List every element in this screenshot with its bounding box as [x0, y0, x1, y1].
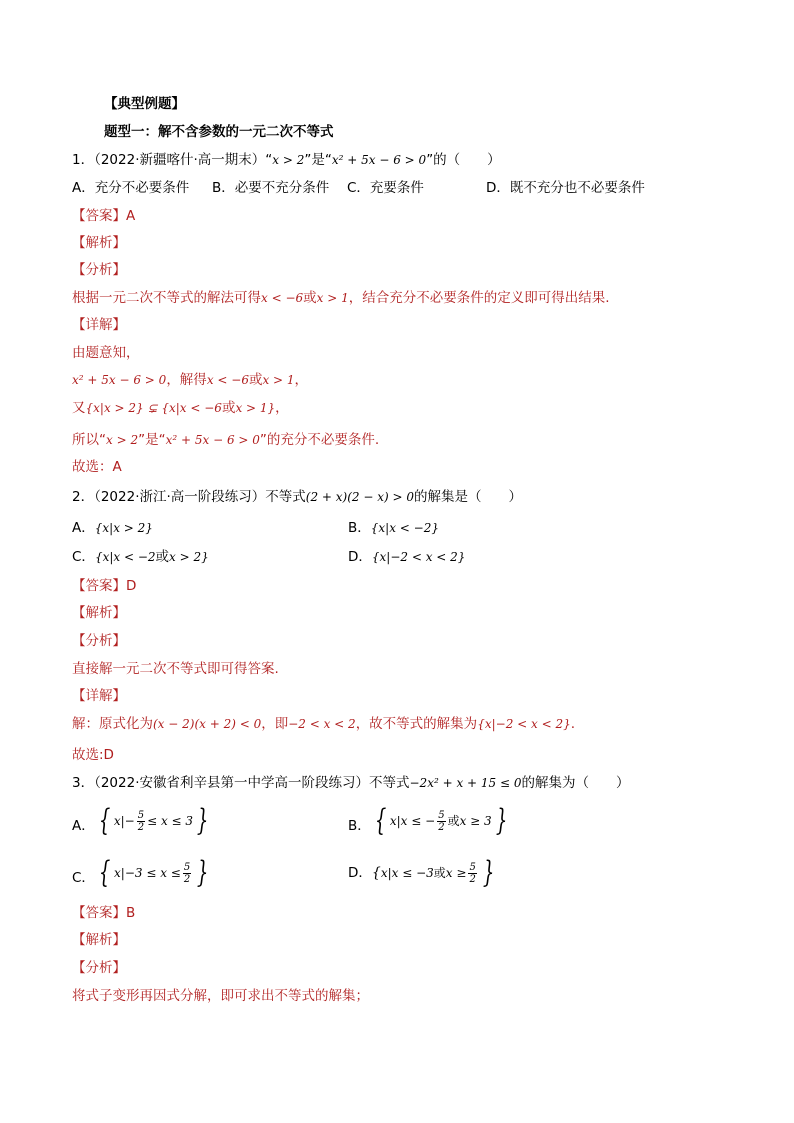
q1-detail-line-4: 所以“x > 2”是“x² + 5x − 6 > 0”的充分不必要条件. — [72, 432, 380, 448]
q1-answer: 【答案】A — [72, 208, 136, 224]
q1-option-c: C．充要条件 — [347, 180, 424, 196]
q1-choice: 故选：A — [72, 459, 122, 475]
q2-detail-line-1: 解：原式化为(x − 2)(x + 2) < 0，即−2 < x < 2，故不等式的解集为{x|−2 < x < 2}. — [72, 716, 576, 732]
q1-fenxi-label: 【分析】 — [72, 262, 126, 278]
q1-fenxi-text: 根据一元二次不等式的解法可得x < −6或x > 1，结合充分不必要条件的定义即可得出结果. — [72, 290, 610, 306]
question-3-stem: 3．（2022·安徽省利辛县第一中学高一阶段练习）不等式−2x² + x + 15 ≤ 0的解集为（ ） — [72, 775, 630, 791]
q1-analysis-label: 【解析】 — [72, 235, 126, 251]
q1-option-d: D．既不充分也不必要条件 — [486, 180, 645, 196]
q1-detail-line-3: 又{x|x > 2} ⊊ {x|x < −6或x > 1}， — [72, 400, 289, 416]
q2-detail-label: 【详解】 — [72, 688, 126, 704]
q3-option-c: C． { x|−3 ≤ x ≤ $\frac{5}{2}$ } — [72, 855, 209, 890]
q2-option-d: D．{x|−2 < x < 2} — [348, 549, 466, 565]
question-1-stem: 1．（2022·新疆喀什·高一期末）“x > 2”是“x² + 5x − 6 > 0”的（ ） — [72, 152, 501, 168]
q2-choice: 故选:D — [72, 747, 114, 763]
q2-option-c: C．{x|x < −2或x > 2} — [72, 549, 209, 565]
q1-option-a: A．充分不必要条件 — [72, 180, 190, 196]
q2-analysis-label: 【解析】 — [72, 605, 126, 621]
question-2-stem: 2．（2022·浙江·高一阶段练习）不等式(2 + x)(2 − x) > 0的解集是（ ） — [72, 489, 522, 505]
q3-option-a: A． { x|− $\frac{5}{2}$ ≤ x ≤ 3 } — [72, 803, 209, 838]
q1-option-b: B．必要不充分条件 — [212, 180, 330, 196]
section-heading: 【典型例题】 — [104, 96, 185, 112]
q3-option-b: B． { x|x ≤ − $\frac{5}{2}$ 或 x ≥ 3 } — [348, 803, 507, 838]
q2-fenxi-label: 【分析】 — [72, 633, 126, 649]
q1-detail-label: 【详解】 — [72, 317, 126, 333]
q1-detail-line-1: 由题意知， — [72, 345, 140, 361]
q3-answer: 【答案】B — [72, 905, 136, 921]
q3-analysis-label: 【解析】 — [72, 932, 126, 948]
q3-fenxi-text: 将式子变形再因式分解，即可求出不等式的解集； — [72, 988, 369, 1004]
q1-detail-line-2: x² + 5x − 6 > 0，解得x < −6或x > 1， — [72, 372, 309, 388]
q2-option-a: A．{x|x > 2} — [72, 520, 153, 536]
q2-option-b: B．{x|x < −2} — [348, 520, 439, 536]
q2-answer: 【答案】D — [72, 578, 137, 594]
q3-option-d: D． { x|x ≤ −3 或 x ≥ $\frac{5}{2}$ } — [348, 855, 495, 890]
q3-fenxi-label: 【分析】 — [72, 960, 126, 976]
q2-fenxi-text: 直接解一元二次不等式即可得答案. — [72, 661, 279, 677]
type-title: 题型一：解不含参数的一元二次不等式 — [104, 124, 334, 140]
